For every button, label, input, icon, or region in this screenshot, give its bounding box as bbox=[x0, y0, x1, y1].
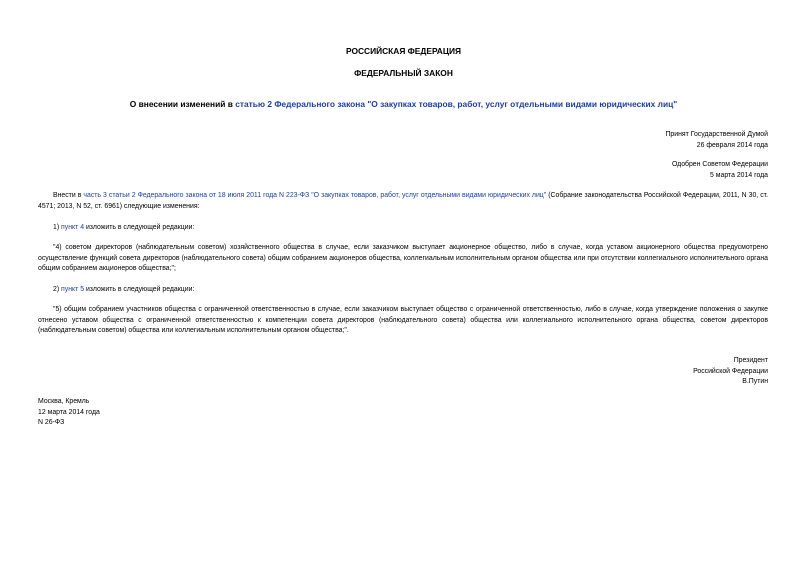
intro-law-link[interactable]: часть 3 статьи 2 Федерального закона от 18 июля 2011 года N 223-ФЗ "О закупках товаров, работ, услуг отдельными видами юридических лиц" bbox=[83, 192, 547, 199]
item2-prefix: 2) bbox=[53, 286, 62, 293]
footer-number: N 26-ФЗ bbox=[38, 419, 65, 427]
signature-position: Президент bbox=[733, 357, 768, 364]
footer-block bbox=[38, 397, 100, 429]
intro-paragraph bbox=[38, 191, 768, 212]
item1-link[interactable]: пункт 4 bbox=[61, 224, 85, 231]
title-prefix: О внесении изменений в bbox=[129, 99, 236, 109]
duma-adoption bbox=[665, 130, 768, 151]
item1-text: "4) советом директоров (наблюдательным советом) хозяйственного общества в случае, если заказчиком выступает акционерное общество, либо в случае, когда уставом акционерного общества предусмотрено осуществление функций совета директоров (наблюдательного совета) общим собранием акционеров общества, коллегиальным исполнительным органом общества или при отсутствии коллегиального исполнительного органа общим собранием акционеров общества;"; bbox=[38, 244, 768, 273]
item1-suffix: изложить в следующей редакции: bbox=[84, 224, 195, 231]
duma-adoption-line1: Принят Государственной Думой bbox=[665, 131, 768, 138]
document-type-heading: ФЕДЕРАЛЬНЫЙ ЗАКОН bbox=[354, 68, 453, 78]
country-heading: РОССИЙСКАЯ ФЕДЕРАЦИЯ bbox=[345, 46, 462, 56]
item1-prefix: 1) bbox=[53, 224, 62, 231]
council-approval-date: 5 марта 2014 года bbox=[710, 171, 768, 179]
signature-country: Российской Федерации bbox=[693, 367, 768, 375]
footer-place: Москва, Кремль bbox=[38, 398, 90, 405]
signature-block bbox=[693, 356, 768, 388]
document-title bbox=[0, 99, 807, 109]
item2-link[interactable]: пункт 5 bbox=[61, 286, 85, 293]
item2-heading bbox=[38, 285, 768, 296]
item1-heading bbox=[38, 223, 768, 234]
council-approval-line1: Одобрен Советом Федерации bbox=[671, 161, 768, 168]
item2-suffix: изложить в следующей редакции: bbox=[84, 286, 195, 293]
footer-date: 12 марта 2014 года bbox=[38, 408, 100, 416]
council-approval bbox=[672, 160, 768, 181]
intro-suffix: (Собрание законодательства Российской Федерации, 2011, N 30, ст. 4571; 2013, N 52, ст. 6961) следующие изменения: bbox=[38, 192, 768, 210]
duma-adoption-date: 26 февраля 2014 года bbox=[696, 141, 768, 149]
item2-text: "5) общим собранием участников общества с ограниченной ответственностью в случае, если заказчиком выступает общество с ограниченной ответственностью, либо в случае, когда утверждение положения о закупке отнесено уставом общества с ограниченной ответственностью к компетенции совета директоров (наблюдательного совета) общества или коллегиального исполнительного органа общества, советом директоров (наблюдательным советом) общества или коллегиальным исполнительным органом общества;". bbox=[38, 306, 768, 335]
intro-prefix: Внести в bbox=[53, 192, 84, 199]
title-link[interactable]: статью 2 Федерального закона "О закупках товаров, работ, услуг отдельными видами юридических лиц" bbox=[235, 99, 678, 109]
signature-name: В.Путин bbox=[742, 378, 768, 386]
